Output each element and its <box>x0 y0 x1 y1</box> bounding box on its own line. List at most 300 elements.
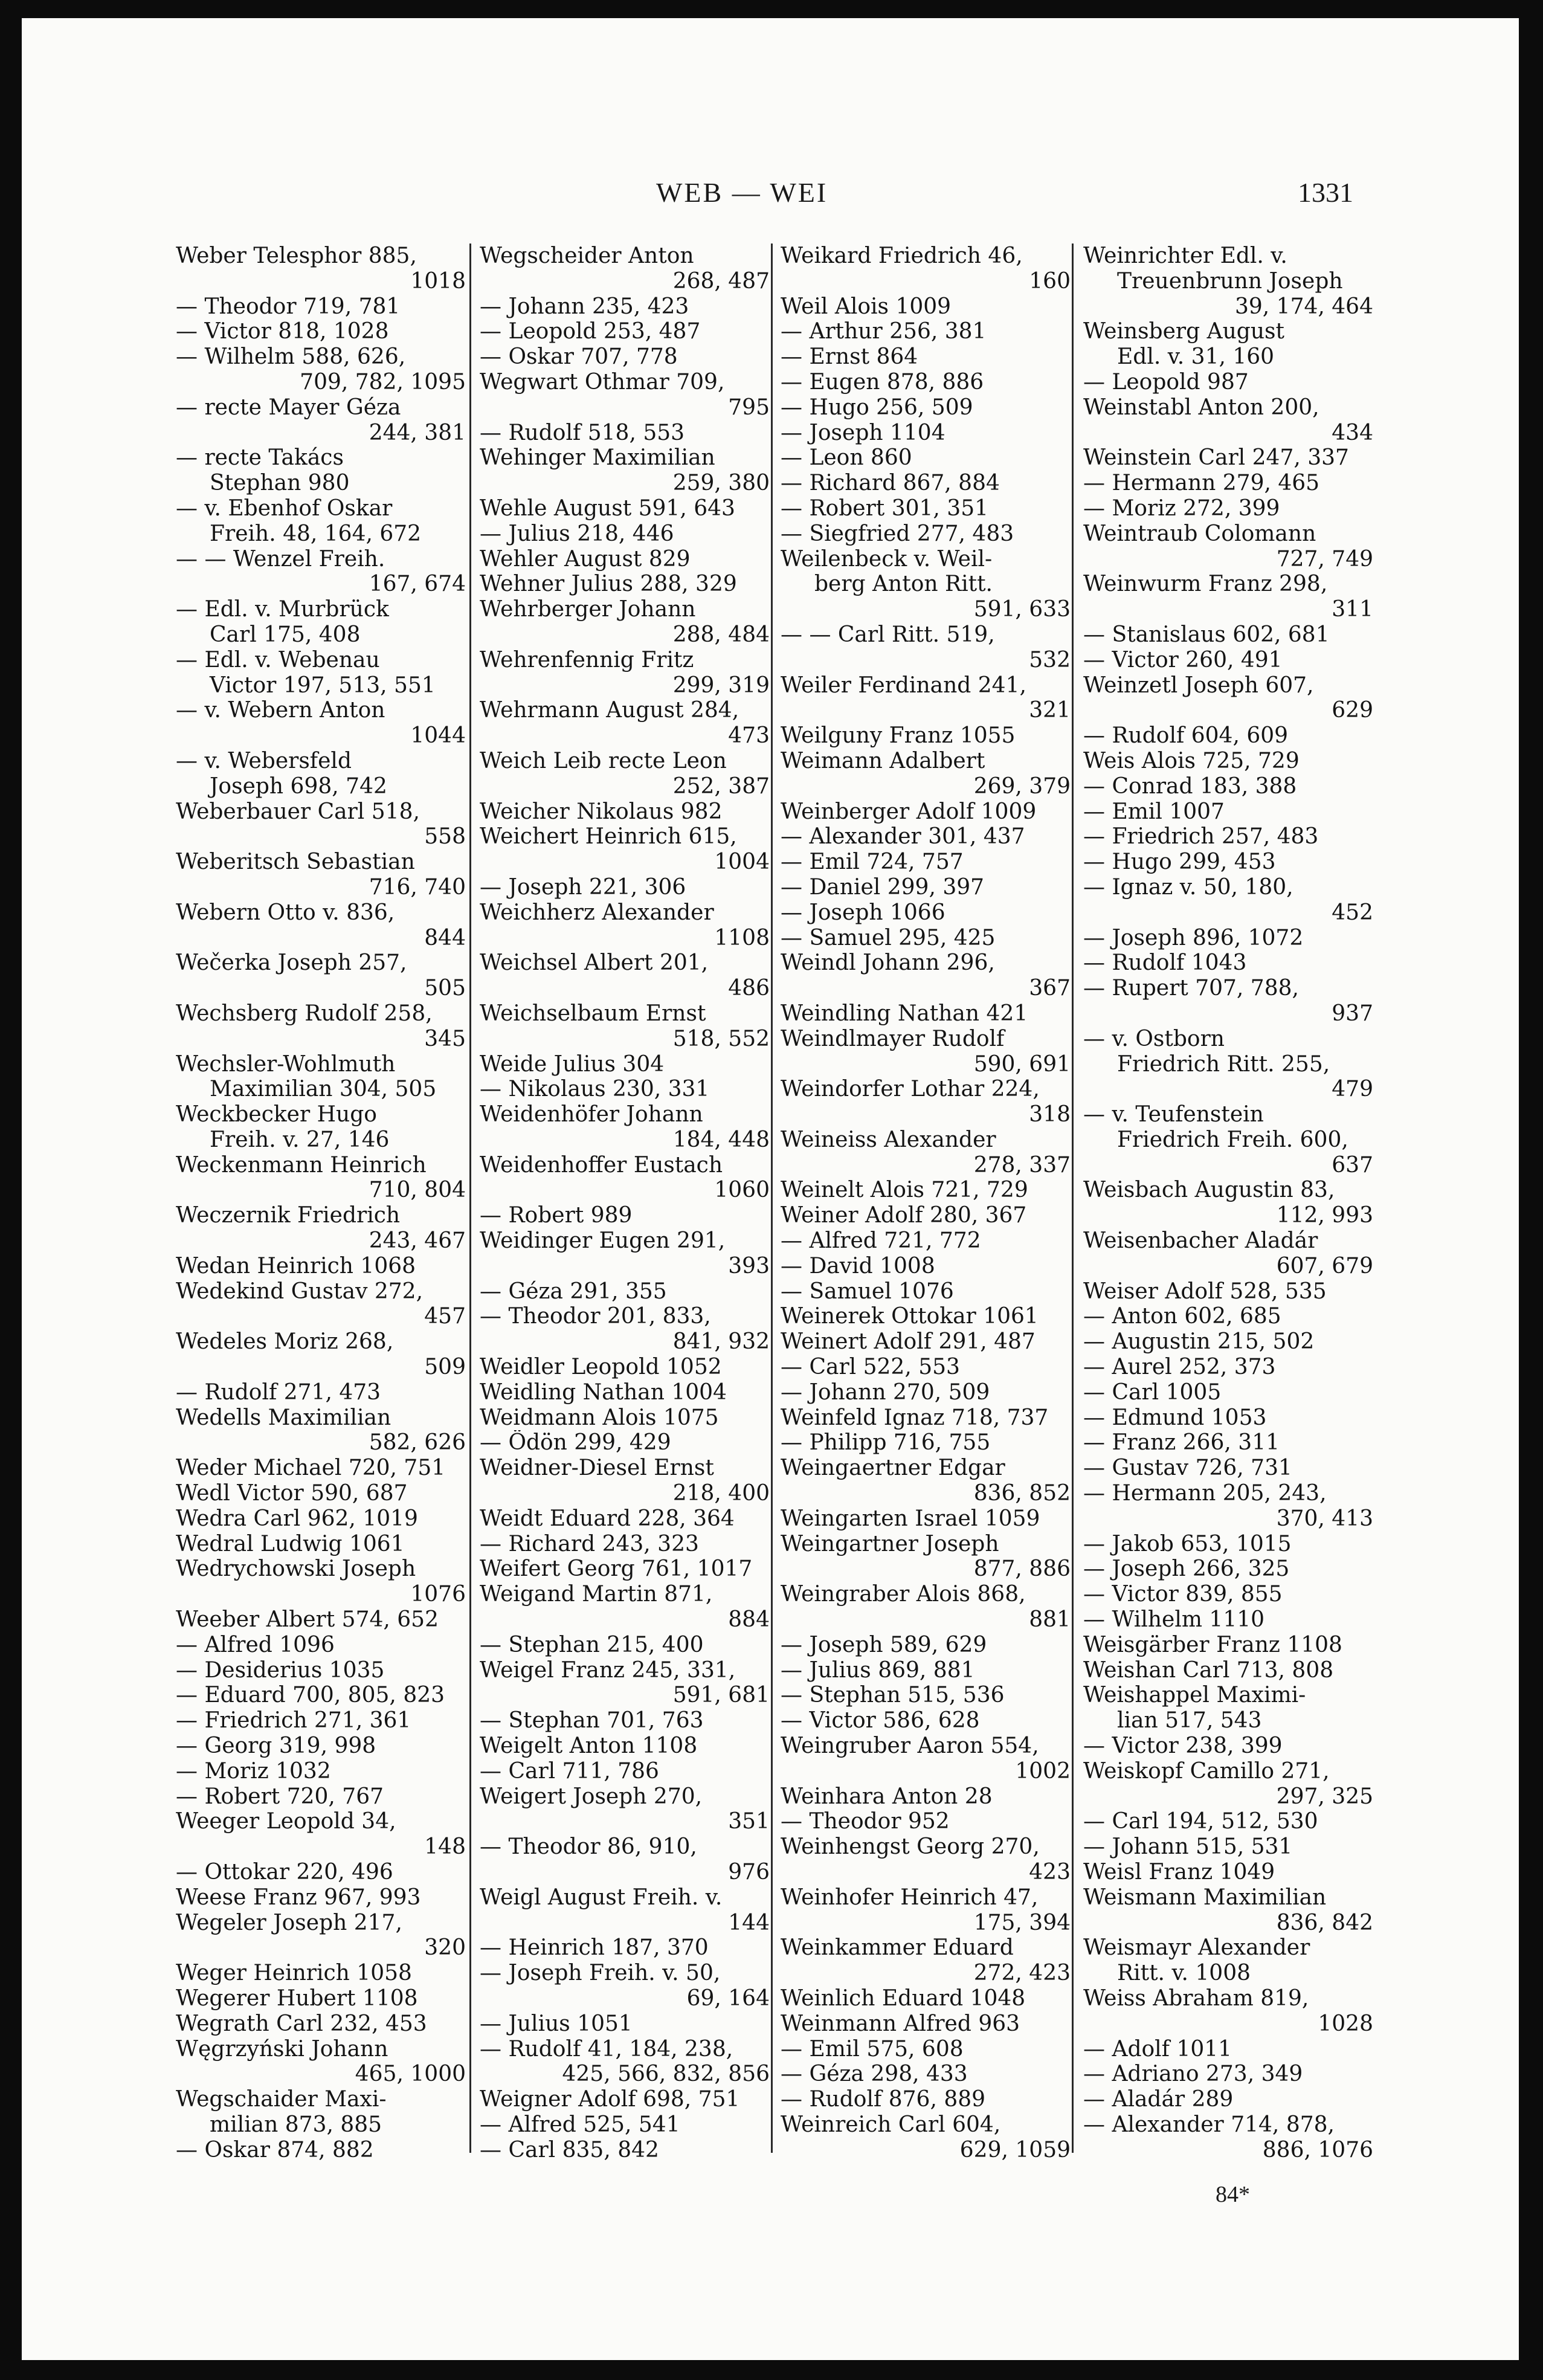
index-entry-line: Weiner Adolf 280, 367 <box>781 1203 1027 1228</box>
index-entry-line: 844 <box>424 925 466 950</box>
index-entry-line: — Joseph 221, 306 <box>480 874 686 900</box>
index-entry-line: Weese Franz 967, 993 <box>176 1885 421 1910</box>
index-entry-line: — Leopold 987 <box>1083 369 1249 395</box>
index-entry-line: Weigert Joseph 270, <box>480 1784 703 1809</box>
index-entry-line: Weidler Leopold 1052 <box>480 1355 722 1380</box>
index-entry-line: — Leopold 253, 487 <box>480 319 701 344</box>
index-entry-line: Wedan Heinrich 1068 <box>176 1253 416 1279</box>
index-entry-line: — Joseph 589, 629 <box>781 1632 987 1657</box>
index-entry-line: 884 <box>728 1607 770 1633</box>
index-entry-line: 505 <box>424 976 466 1001</box>
running-head: WEB — WEI <box>656 177 828 208</box>
index-entry-line: — Joseph 1104 <box>781 420 945 445</box>
index-column-4 <box>1083 243 1373 2162</box>
index-entry-line: 877, 886 <box>973 1556 1071 1582</box>
index-entry-line: Weckbecker Hugo <box>176 1102 377 1127</box>
index-entry-line: 473 <box>728 723 770 749</box>
index-entry-line: 1044 <box>410 723 466 749</box>
index-entry-line: Weidling Nathan 1004 <box>480 1379 727 1405</box>
index-entry-line: 629 <box>1332 698 1373 723</box>
index-entry-line: Wedells Maximilian <box>176 1405 391 1430</box>
index-entry-line: Weingartner Joseph <box>781 1531 999 1556</box>
index-entry-line: 112, 993 <box>1276 1203 1373 1228</box>
index-entry-line: — David 1008 <box>781 1253 935 1279</box>
index-entry-line: Weil Alois 1009 <box>781 294 952 319</box>
index-entry-line: — Carl 194, 512, 530 <box>1083 1809 1318 1834</box>
index-entry-line: 268, 487 <box>672 268 770 294</box>
index-entry-line: — Victor 839, 855 <box>1083 1582 1283 1607</box>
index-entry-line: Carl 175, 408 <box>210 622 361 647</box>
index-entry-line: — Adriano 273, 349 <box>1083 2062 1303 2087</box>
index-entry-line: Weiler Ferdinand 241, <box>781 672 1026 698</box>
index-entry-line: Weinwurm Franz 298, <box>1083 572 1328 597</box>
index-entry-line: — Robert 720, 767 <box>176 1784 384 1809</box>
index-entry-line: — Eugen 878, 886 <box>781 369 984 395</box>
index-entry-line: 297, 325 <box>1276 1784 1373 1809</box>
index-entry-line: — Johann 515, 531 <box>1083 1834 1293 1860</box>
index-entry-line: 1108 <box>714 925 770 950</box>
column-divider <box>1072 243 1074 2153</box>
index-entry-line: Weger Heinrich 1058 <box>176 1961 412 1986</box>
index-entry-line: Weide Julius 304 <box>480 1051 665 1077</box>
index-entry-line: 144 <box>728 1910 770 1935</box>
index-entry-line: 393 <box>728 1253 770 1279</box>
page-header <box>22 176 1519 213</box>
index-entry-line: Wedekind Gustav 272, <box>176 1279 424 1304</box>
index-entry-line: Weinreich Carl 604, <box>781 2112 1001 2137</box>
index-entry-line: Wehrberger Johann <box>480 597 696 622</box>
index-entry-line: 1060 <box>714 1178 770 1203</box>
index-entry-line: Weicher Nikolaus 982 <box>480 799 723 824</box>
index-entry-line: — Edl. v. Murbrück <box>176 597 389 622</box>
index-entry-line: 175, 394 <box>973 1910 1071 1935</box>
index-entry-line: Weinlich Eduard 1048 <box>781 1985 1026 2011</box>
index-entry-line: Weilenbeck v. Weil- <box>781 546 993 572</box>
index-entry-line: 479 <box>1332 1077 1373 1102</box>
index-entry-line: Weingruber Aaron 554, <box>781 1733 1039 1759</box>
index-entry-line: — Carl 522, 553 <box>781 1355 960 1380</box>
index-entry-line: Weingarten Israel 1059 <box>781 1506 1040 1531</box>
index-entry-line: Weimann Adalbert <box>781 748 985 773</box>
index-entry-line: Weich Leib recte Leon <box>480 748 727 773</box>
index-entry-line: Weishappel Maximi- <box>1083 1683 1306 1708</box>
index-entry-line: 351 <box>728 1809 770 1834</box>
index-entry-line: lian 517, 543 <box>1117 1708 1262 1733</box>
index-entry-line: 937 <box>1332 1001 1373 1026</box>
index-entry-line: Stephan 980 <box>210 471 350 496</box>
index-entry-line: — Ottokar 220, 496 <box>176 1860 393 1885</box>
index-entry-line: 591, 681 <box>672 1683 770 1708</box>
index-entry-line: — Carl 711, 786 <box>480 1758 659 1784</box>
index-entry-line: — v. Ebenhof Oskar <box>176 495 393 521</box>
index-entry-line: Weingaertner Edgar <box>781 1456 1005 1481</box>
index-entry-line: — Jakob 653, 1015 <box>1083 1531 1292 1556</box>
index-entry-line: — Oskar 874, 882 <box>176 2137 374 2162</box>
index-entry-line: 320 <box>424 1935 466 1961</box>
index-entry-line: — Alfred 1096 <box>176 1632 335 1657</box>
index-entry-line: 582, 626 <box>369 1430 466 1456</box>
index-entry-line: Weiser Adolf 528, 535 <box>1083 1279 1327 1304</box>
index-entry-line: — Aurel 252, 373 <box>1083 1355 1276 1380</box>
index-entry-line: 509 <box>424 1355 466 1380</box>
index-entry-line: Weisbach Augustin 83, <box>1083 1178 1335 1203</box>
index-entry-line: Wegscheider Anton <box>480 243 694 268</box>
index-entry-line: 218, 400 <box>672 1481 770 1506</box>
index-entry-line: Weinrichter Edl. v. <box>1083 243 1287 268</box>
index-entry-line: 299, 319 <box>672 672 770 698</box>
index-entry-line: — Wilhelm 1110 <box>1083 1607 1265 1633</box>
index-entry-line: — Theodor 952 <box>781 1809 950 1834</box>
index-entry-line: — Georg 319, 998 <box>176 1733 376 1759</box>
index-entry-line: 591, 633 <box>973 597 1071 622</box>
index-column-1 <box>176 243 466 2162</box>
index-entry-line: 727, 749 <box>1276 546 1373 572</box>
index-entry-line: 272, 423 <box>973 1961 1071 1986</box>
index-entry-line: — Adolf 1011 <box>1083 2036 1232 2062</box>
index-entry-line: 367 <box>1029 976 1071 1001</box>
index-entry-line: 1018 <box>410 268 466 294</box>
index-entry-line: Weidenhoffer Eustach <box>480 1152 723 1178</box>
index-entry-line: — Julius 218, 446 <box>480 521 674 546</box>
index-entry-line: 629, 1059 <box>959 2137 1071 2162</box>
index-entry-line: — Moriz 1032 <box>176 1758 331 1784</box>
index-entry-line: — Gustav 726, 731 <box>1083 1456 1292 1481</box>
index-entry-line: Wehinger Maximilian <box>480 445 715 471</box>
index-entry-line: 795 <box>728 395 770 420</box>
page-number: 1331 <box>1298 177 1353 208</box>
index-entry-line: Weintraub Colomann <box>1083 521 1316 546</box>
index-entry-line: Wedra Carl 962, 1019 <box>176 1506 418 1531</box>
index-entry-line: 457 <box>424 1304 466 1329</box>
index-entry-line: — Hermann 279, 465 <box>1083 471 1320 496</box>
index-entry-line: 709, 782, 1095 <box>300 369 466 395</box>
index-entry-line: 465, 1000 <box>355 2062 466 2087</box>
index-entry-line: — Rudolf 41, 184, 238, <box>480 2036 733 2062</box>
index-entry-line: — Samuel 1076 <box>781 1279 954 1304</box>
index-entry-line: — Julius 869, 881 <box>781 1657 975 1683</box>
index-entry-line: 881 <box>1029 1607 1071 1633</box>
index-entry-line: 976 <box>728 1860 770 1885</box>
index-entry-line: Weineiss Alexander <box>781 1127 996 1152</box>
index-entry-line: — Aladár 289 <box>1083 2087 1234 2112</box>
index-entry-line: — Robert 989 <box>480 1203 633 1228</box>
column-divider <box>469 243 471 2153</box>
index-entry-line: 167, 674 <box>369 572 466 597</box>
index-entry-line: Weishan Carl 713, 808 <box>1083 1657 1334 1683</box>
index-entry-line: Friedrich Freih. 600, <box>1117 1127 1348 1152</box>
index-entry-line: Weinstabl Anton 200, <box>1083 395 1319 420</box>
index-entry-line: Weinhara Anton 28 <box>781 1784 993 1809</box>
index-entry-line: Weidmann Alois 1075 <box>480 1405 719 1430</box>
index-entry-line: — Rudolf 518, 553 <box>480 420 685 445</box>
index-entry-line: 434 <box>1332 420 1373 445</box>
index-entry-line: 243, 467 <box>369 1228 466 1254</box>
index-entry-line: — Joseph Freih. v. 50, <box>480 1961 721 1986</box>
index-entry-line: Wegwart Othmar 709, <box>480 369 725 395</box>
index-entry-line: Weiss Abraham 819, <box>1083 1985 1309 2011</box>
index-entry-line: — Hugo 256, 509 <box>781 395 973 420</box>
index-entry-line: Maximilian 304, 505 <box>210 1077 437 1102</box>
index-entry-line: 841, 932 <box>672 1329 770 1355</box>
index-entry-line: Wegrath Carl 232, 453 <box>176 2011 427 2036</box>
index-entry-line: — Ernst 864 <box>781 344 918 370</box>
index-entry-line: — Alexander 714, 878, <box>1083 2112 1335 2137</box>
index-entry-line: — v. Webern Anton <box>176 698 385 723</box>
index-entry-line: Weinmann Alfred 963 <box>781 2011 1020 2036</box>
index-entry-line: — Oskar 707, 778 <box>480 344 678 370</box>
index-entry-line: Freih. 48, 164, 672 <box>210 521 422 546</box>
index-entry-line: — Joseph 1066 <box>781 900 945 925</box>
index-entry-line: Węgrzyński Johann <box>176 2036 388 2062</box>
index-entry-line: — Hugo 299, 453 <box>1083 850 1276 875</box>
index-entry-line: 184, 448 <box>672 1127 770 1152</box>
index-entry-line: — Carl 835, 842 <box>480 2137 659 2162</box>
index-entry-line: 318 <box>1029 1102 1071 1127</box>
index-entry-line: Weisenbacher Aladár <box>1083 1228 1318 1254</box>
index-entry-line: — Robert 301, 351 <box>781 495 989 521</box>
index-entry-line: — Joseph 896, 1072 <box>1083 925 1304 950</box>
index-entry-line: 558 <box>424 824 466 850</box>
index-entry-line: — Ignaz v. 50, 180, <box>1083 874 1293 900</box>
index-entry-line: — Stephan 215, 400 <box>480 1632 704 1657</box>
index-entry-line: Weigelt Anton 1108 <box>480 1733 698 1759</box>
index-entry-line: Wechsler-Wohlmuth <box>176 1051 396 1077</box>
index-entry-line: — Julius 1051 <box>480 2011 633 2036</box>
index-entry-line: Wečerka Joseph 257, <box>176 950 407 976</box>
index-entry-line: — Johann 235, 423 <box>480 294 689 319</box>
signature-mark: 84* <box>1216 2182 1250 2207</box>
index-entry-line: Weigl August Freih. v. <box>480 1885 723 1910</box>
index-entry-line: — Emil 575, 608 <box>781 2036 964 2062</box>
index-entry-line: Weilguny Franz 1055 <box>781 723 1016 749</box>
index-entry-line: — Stanislaus 602, 681 <box>1083 622 1330 647</box>
index-entry-line: — Franz 266, 311 <box>1083 1430 1280 1456</box>
index-entry-line: 278, 337 <box>973 1152 1071 1178</box>
index-entry-line: — v. Webersfeld <box>176 748 352 773</box>
index-entry-line: — Wilhelm 588, 626, <box>176 344 406 370</box>
index-entry-line: Weismann Maximilian <box>1083 1885 1327 1910</box>
index-entry-line: — Johann 270, 509 <box>781 1379 990 1405</box>
index-entry-line: Weindlmayer Rudolf <box>781 1026 1005 1051</box>
index-entry-line: — — Wenzel Freih. <box>176 546 385 572</box>
index-entry-line: 716, 740 <box>369 874 466 900</box>
index-entry-line: Freih. v. 27, 146 <box>210 1127 390 1152</box>
index-entry-line: Wegschaider Maxi- <box>176 2087 387 2112</box>
index-entry-line: Wedrychowski Joseph <box>176 1556 416 1582</box>
index-entry-line: Weidenhöfer Johann <box>480 1102 703 1127</box>
index-entry-line: berg Anton Ritt. <box>814 572 993 597</box>
index-entry-line: — Friedrich 271, 361 <box>176 1708 411 1733</box>
index-entry-line: Wehrenfennig Fritz <box>480 647 694 672</box>
index-entry-line: 148 <box>424 1834 466 1860</box>
index-entry-line: Weinberger Adolf 1009 <box>781 799 1037 824</box>
index-entry-line: Edl. v. 31, 160 <box>1117 344 1275 370</box>
index-entry-line: Ritt. v. 1008 <box>1117 1961 1251 1986</box>
index-entry-line: 518, 552 <box>672 1026 770 1051</box>
index-entry-line: Weckenmann Heinrich <box>176 1152 427 1178</box>
index-entry-line: — Alfred 721, 772 <box>781 1228 981 1254</box>
index-entry-line: Weberitsch Sebastian <box>176 850 415 875</box>
index-entry-line: Weidt Eduard 228, 364 <box>480 1506 735 1531</box>
index-entry-line: — Hermann 205, 243, <box>1083 1481 1327 1506</box>
index-entry-line: — v. Teufenstein <box>1083 1102 1264 1127</box>
index-entry-line: Weindl Johann 296, <box>781 950 995 976</box>
index-entry-line: Weigel Franz 245, 331, <box>480 1657 736 1683</box>
index-entry-line: Weichselbaum Ernst <box>480 1001 706 1026</box>
index-entry-line: Weingraber Alois 868, <box>781 1582 1026 1607</box>
index-entry-line: Weinsberg August <box>1083 319 1284 344</box>
index-entry-line: 1076 <box>410 1582 466 1607</box>
index-entry-line: milian 873, 885 <box>210 2112 382 2137</box>
index-entry-line: 39, 174, 464 <box>1234 294 1373 319</box>
index-entry-line: Weinhofer Heinrich 47, <box>781 1885 1039 1910</box>
index-entry-line: 288, 484 <box>672 622 770 647</box>
index-entry-line: Victor 197, 513, 551 <box>210 672 436 698</box>
index-entry-line: — Géza 298, 433 <box>781 2062 968 2087</box>
index-entry-line: Weeger Leopold 34, <box>176 1809 396 1834</box>
index-entry-line: 311 <box>1332 597 1373 622</box>
index-entry-line: Joseph 698, 742 <box>210 773 387 799</box>
index-entry-line: 259, 380 <box>672 471 770 496</box>
index-entry-line: Weder Michael 720, 751 <box>176 1456 446 1481</box>
index-entry-line: Weiskopf Camillo 271, <box>1083 1758 1330 1784</box>
index-entry-line: 345 <box>424 1026 466 1051</box>
index-entry-line: 836, 842 <box>1276 1910 1373 1935</box>
index-entry-line: 607, 679 <box>1276 1253 1373 1279</box>
index-entry-line: — Ödön 299, 429 <box>480 1430 671 1456</box>
index-entry-line: — Heinrich 187, 370 <box>480 1935 709 1961</box>
index-entry-line: — Theodor 201, 833, <box>480 1304 711 1329</box>
index-entry-line: — Richard 867, 884 <box>781 471 1000 496</box>
index-entry-line: Weisgärber Franz 1108 <box>1083 1632 1342 1657</box>
index-entry-line: Weber Telesphor 885, <box>176 243 417 268</box>
index-entry-line: — Moriz 272, 399 <box>1083 495 1280 521</box>
index-entry-line: — recte Takács <box>176 445 344 471</box>
index-entry-line: 69, 164 <box>686 1985 770 2011</box>
index-entry-line: Friedrich Ritt. 255, <box>1117 1051 1330 1077</box>
index-entry-line: Weichert Heinrich 615, <box>480 824 737 850</box>
index-entry-line: Weinert Adolf 291, 487 <box>781 1329 1036 1355</box>
index-entry-line: — Carl 1005 <box>1083 1379 1222 1405</box>
index-entry-line: 425, 566, 832, 856 <box>562 2062 770 2087</box>
index-entry-line: Weichherz Alexander <box>480 900 714 925</box>
column-divider <box>771 243 773 2153</box>
index-entry-line: 590, 691 <box>973 1051 1071 1077</box>
index-entry-line: Wechsberg Rudolf 258, <box>176 1001 433 1026</box>
index-entry-line: — Stephan 701, 763 <box>480 1708 704 1733</box>
index-entry-line: Wegerer Hubert 1108 <box>176 1985 418 2011</box>
index-entry-line: Weinzetl Joseph 607, <box>1083 672 1314 698</box>
index-entry-line: Weindorfer Lothar 224, <box>781 1077 1040 1102</box>
index-column-3 <box>781 243 1071 2162</box>
index-entry-line: — Rupert 707, 788, <box>1083 976 1299 1001</box>
index-entry-line: — Conrad 183, 388 <box>1083 773 1297 799</box>
index-entry-line: — Philipp 716, 755 <box>781 1430 991 1456</box>
index-entry-line: — v. Ostborn <box>1083 1026 1225 1051</box>
index-entry-line: — Rudolf 271, 473 <box>176 1379 381 1405</box>
index-entry-line: Weis Alois 725, 729 <box>1083 748 1300 773</box>
index-entry-line: — Rudolf 604, 609 <box>1083 723 1289 749</box>
index-entry-line: — Siegfried 277, 483 <box>781 521 1014 546</box>
index-entry-line: 836, 852 <box>973 1481 1071 1506</box>
index-entry-line: — Victor 238, 399 <box>1083 1733 1283 1759</box>
index-entry-line: — Joseph 266, 325 <box>1083 1556 1290 1582</box>
index-entry-line: 710, 804 <box>369 1178 466 1203</box>
index-entry-line: — Desiderius 1035 <box>176 1657 385 1683</box>
index-entry-line: Treuenbrunn Joseph <box>1117 268 1343 294</box>
index-entry-line: — Daniel 299, 397 <box>781 874 985 900</box>
index-entry-line: Wedral Ludwig 1061 <box>176 1531 405 1556</box>
index-entry-line: — Emil 1007 <box>1083 799 1225 824</box>
index-entry-line: Weifert Georg 761, 1017 <box>480 1556 753 1582</box>
index-entry-line: — — Carl Ritt. 519, <box>781 622 995 647</box>
index-entry-line: — Victor 586, 628 <box>781 1708 980 1733</box>
index-entry-line: Wedl Victor 590, 687 <box>176 1481 408 1506</box>
index-entry-line: — Friedrich 257, 483 <box>1083 824 1319 850</box>
index-entry-line: Wedeles Moriz 268, <box>176 1329 394 1355</box>
index-entry-line: — Stephan 515, 536 <box>781 1683 1005 1708</box>
index-entry-line: Weigner Adolf 698, 751 <box>480 2087 740 2112</box>
index-entry-line: — Nikolaus 230, 331 <box>480 1077 710 1102</box>
index-entry-line: 1028 <box>1318 2011 1373 2036</box>
index-entry-line: 452 <box>1332 900 1373 925</box>
index-entry-line: 321 <box>1029 698 1071 723</box>
index-entry-line: — Géza 291, 355 <box>480 1279 667 1304</box>
index-entry-line: Webern Otto v. 836, <box>176 900 395 925</box>
index-entry-line: — Rudolf 1043 <box>1083 950 1247 976</box>
index-entry-line: 160 <box>1029 268 1071 294</box>
index-entry-line: Weisl Franz 1049 <box>1083 1860 1275 1885</box>
document-page <box>22 18 1519 2360</box>
index-entry-line: Weinkammer Eduard <box>781 1935 1014 1961</box>
index-entry-line: Wehle August 591, 643 <box>480 495 735 521</box>
index-entry-line: Weindling Nathan 421 <box>781 1001 1028 1026</box>
index-entry-line: — Victor 260, 491 <box>1083 647 1283 672</box>
index-entry-line: — Emil 724, 757 <box>781 850 964 875</box>
index-entry-line: Weismayr Alexander <box>1083 1935 1310 1961</box>
index-entry-line: 423 <box>1029 1860 1071 1885</box>
index-entry-line: Wehrmann August 284, <box>480 698 739 723</box>
index-entry-line: Weigand Martin 871, <box>480 1582 713 1607</box>
index-entry-line: Wegeler Joseph 217, <box>176 1910 402 1935</box>
index-entry-line: — Edmund 1053 <box>1083 1405 1267 1430</box>
index-entry-line: Weinfeld Ignaz 718, 737 <box>781 1405 1049 1430</box>
index-entry-line: — recte Mayer Géza <box>176 395 401 420</box>
index-entry-line: Weidner-Diesel Ernst <box>480 1456 714 1481</box>
index-entry-line: Weinelt Alois 721, 729 <box>781 1178 1028 1203</box>
index-entry-line: — Rudolf 876, 889 <box>781 2087 986 2112</box>
index-entry-line: — Victor 818, 1028 <box>176 319 389 344</box>
index-entry-line: Weikard Friedrich 46, <box>781 243 1023 268</box>
index-entry-line: Weinstein Carl 247, 337 <box>1083 445 1349 471</box>
index-entry-line: 886, 1076 <box>1262 2137 1373 2162</box>
index-column-2 <box>480 243 770 2162</box>
index-entry-line: 252, 387 <box>672 773 770 799</box>
index-entry-line: 1004 <box>714 850 770 875</box>
index-entry-line: 532 <box>1029 647 1071 672</box>
index-entry-line: 269, 379 <box>973 773 1071 799</box>
index-entry-line: 1002 <box>1015 1758 1071 1784</box>
index-entry-line: Weichsel Albert 201, <box>480 950 709 976</box>
index-entry-line: Weinerek Ottokar 1061 <box>781 1304 1039 1329</box>
index-entry-line: Weczernik Friedrich <box>176 1203 401 1228</box>
index-entry-line: Wehner Julius 288, 329 <box>480 572 737 597</box>
index-entry-line: — Theodor 86, 910, <box>480 1834 697 1860</box>
index-entry-line: — Leon 860 <box>781 445 912 471</box>
index-entry-line: — Samuel 295, 425 <box>781 925 996 950</box>
index-entry-line: 244, 381 <box>369 420 466 445</box>
index-entry-line: 637 <box>1332 1152 1373 1178</box>
